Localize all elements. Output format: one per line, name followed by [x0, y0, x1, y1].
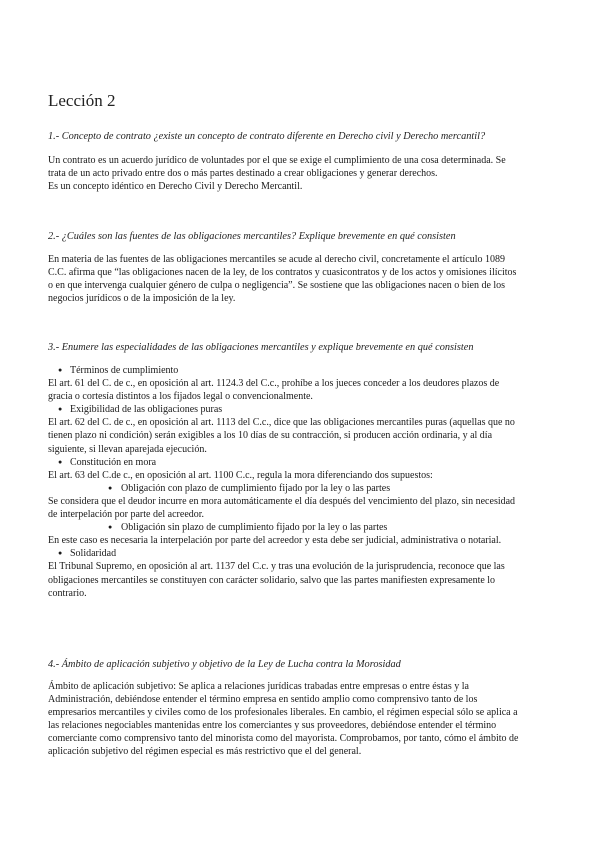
- answer-3-block: [48, 364, 568, 600]
- text-line: aplicación subjetivo del régimen especial es más restrictivo que el del general.: [48, 746, 362, 758]
- text-line: El art. 62 del C. de c., en oposición al art. 1113 del C.c., dice que las obligaciones mercantiles puras (aquellas que no: [48, 417, 515, 429]
- text-line: Un contrato es un acuerdo jurídico de voluntades por el que se exige el cumplimiento de una cosa determinada. Se: [48, 155, 506, 166]
- text-line: o en que intervenga cualquier género de culpa o negligencia”. Se sostiene que las obligaciones nacen o bien de los: [48, 280, 506, 292]
- question-3-heading: 3.- Enumere las especialidades de las obligaciones mercantiles y explique brevemente en qué consisten: [48, 342, 474, 353]
- text-line: comerciante como comprensivo tanto del minorista como del mayorista. Comprobamos, por tanto, cómo el ámbito de: [48, 733, 519, 745]
- text-line: El art. 63 del C.de c., en oposición al art. 1100 C.c., regula la mora diferenciando dos supuestos:: [48, 469, 433, 481]
- text-line: gracia o cortesía distintos a los fijados legal o convencionalmente.: [48, 391, 313, 403]
- text-line: de interpelación por parte del acreedor.: [48, 509, 205, 521]
- bullet-item: ● Solidaridad: [48, 547, 568, 560]
- text-line: empresarios mercantiles y civiles como de los profesionales liberales. En cambio, el régimen especial sólo se aplica a: [48, 707, 518, 719]
- answer-4-paragraph: [48, 680, 568, 759]
- bullet-item: ● Exigibilidad de las obligaciones puras: [48, 403, 568, 416]
- sub-bullet-item: ● Obligación sin plazo de cumplimiento fijado por la ley o las partes: [48, 521, 568, 534]
- answer-1-paragraph: [48, 154, 568, 193]
- page-title: Lección 2: [48, 91, 116, 110]
- text-line: Es un concepto idéntico en Derecho Civil y Derecho Mercantil.: [48, 181, 303, 193]
- text-line: tienen plazo ni condición) serán exigibles a los 10 días de su contracción, si producen acción ordinaria, y al día: [48, 430, 493, 442]
- question-1-heading: 1.- Concepto de contrato ¿existe un concepto de contrato diferente en Derecho civil y Derecho mercantil?: [48, 131, 486, 142]
- text-line: Se considera que el deudor incurre en mora automáticamente el día después del vencimiento del plazo, sin necesidad: [48, 495, 516, 507]
- text-line: C.C. afirma que “las obligaciones nacen de la ley, de los contratos y cuasicontratos y de los actos y omisiones ilícitos: [48, 267, 517, 279]
- answer-2-paragraph: [48, 253, 568, 305]
- text-line: El art. 61 del C. de c., en oposición al art. 1124.3 del C.c., prohíbe a los jueces conceder a los deudores plazos de: [48, 378, 500, 390]
- text-line: Ámbito de aplicación subjetivo: Se aplica a relaciones jurídicas trabadas entre empresas o entre éstas y la: [48, 681, 469, 692]
- bullet-item: ● Términos de cumplimiento: [48, 364, 568, 377]
- question-2-heading: 2.- ¿Cuáles son las fuentes de las obligaciones mercantiles? Explique brevemente en qué consisten: [48, 231, 456, 242]
- bullet-item: ● Constitución en mora: [48, 456, 568, 469]
- text-line: las relaciones negociables mantenidas entre los comerciantes y sus proveedores, debiéndose entender el término: [48, 720, 497, 732]
- text-line: obligaciones mercantiles se constituyen con carácter solidario, salvo que las partes manifiesten expresamente lo: [48, 574, 496, 586]
- text-line: En este caso es necesaria la interpelación por parte del acreedor y esta debe ser judicial, administrativa o notarial.: [48, 535, 502, 547]
- text-line: El Tribunal Supremo, en oposición al art. 1137 del C.c. y tras una evolución de la jurisprudencia, reconoce que las: [48, 561, 505, 573]
- text-line: siguiente, si llevan aparejada ejecución.: [48, 443, 207, 455]
- question-4-heading: 4.- Ámbito de aplicación subjetivo y objetivo de la Ley de Lucha contra la Morosidad: [48, 659, 401, 670]
- text-line: En materia de las fuentes de las obligaciones mercantiles se acude al derecho civil, concretamente el artículo 1089: [48, 254, 506, 265]
- text-line: negocios jurídicos o de la imposición de la ley.: [48, 293, 236, 305]
- sub-bullet-item: ● Obligación con plazo de cumplimiento fijado por la ley o las partes: [48, 482, 568, 495]
- text-line: contrario.: [48, 587, 87, 599]
- text-line: trata de un acto privado entre dos o más partes destinado a crear obligaciones y generar derechos.: [48, 168, 438, 180]
- text-line: Administración, debiéndose entender el término empresa en sentido amplio como comprensivo tanto de los: [48, 694, 478, 706]
